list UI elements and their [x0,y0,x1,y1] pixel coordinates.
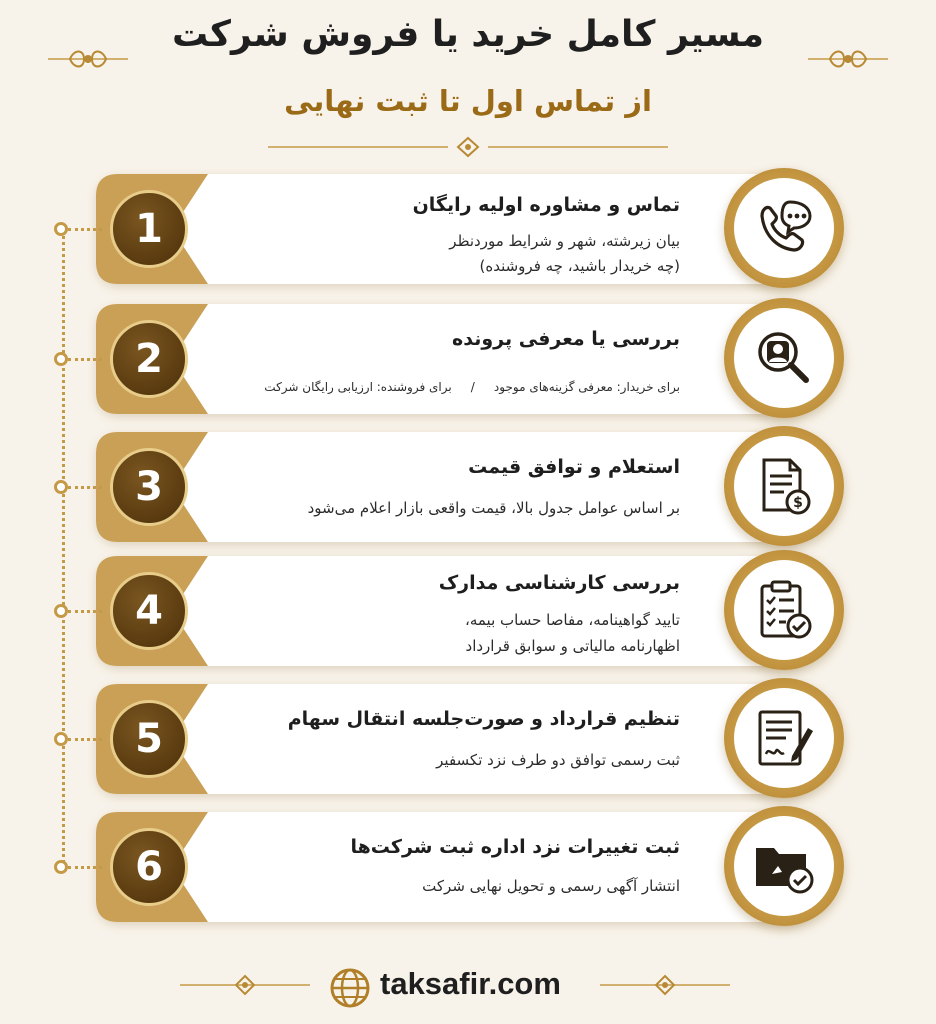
timeline-line [62,229,65,869]
step-body-5 [210,684,680,794]
website-link[interactable]: taksafir.com [380,966,561,1001]
step-description: بیان زیرشته، شهر و شرایط موردنظر [449,232,680,250]
timeline-connector [68,738,102,741]
step-tab-4 [96,556,208,666]
timeline-dot [54,732,68,746]
step-title: بررسی یا معرفی پرونده [452,328,680,350]
step-tab-3 [96,432,208,542]
step-description: (چه خریدار باشید، چه فروشنده) [479,257,680,275]
step-number: 3 [110,448,188,526]
globe-icon [330,968,370,1008]
step-icon-badge [724,806,844,926]
page-subtitle: از تماس اول تا ثبت نهایی [284,84,652,118]
ornament-left-icon [48,44,128,74]
timeline-connector [68,358,102,361]
timeline-dot [54,480,68,494]
step-number: 6 [110,828,188,906]
step-tab-1 [96,174,208,284]
contract-sign-icon [752,706,816,770]
timeline-connector [68,610,102,613]
step-body-6 [210,812,680,922]
step-tab-5 [96,684,208,794]
step-description-row [264,376,680,395]
svg-text:$: $ [793,495,803,511]
step-description: ثبت رسمی توافق دو طرف نزد تکسفیر [436,751,680,769]
invoice-dollar-icon [752,454,816,518]
step-body-4 [210,556,680,666]
timeline-dot [54,860,68,874]
step-body-2 [210,304,680,414]
step-title: استعلام و توافق قیمت [468,456,680,478]
timeline-dot [54,352,68,366]
step-number: 5 [110,700,188,778]
timeline-connector [68,486,102,489]
step-description: اظهارنامه مالیاتی و سوابق قرارداد [465,637,680,655]
seller-description: برای فروشنده: ارزیابی رایگان شرکت [264,380,452,394]
step-number: 4 [110,572,188,650]
step-icon-badge [724,298,844,418]
folder-check-icon [752,834,816,898]
step-body-3 [210,432,680,542]
step-icon-badge [724,426,844,546]
buyer-description: برای خریدار: معرفی گزینه‌های موجود [493,380,680,394]
ornament-right-icon [808,44,888,74]
step-description: تایید گواهینامه، مفاصا حساب بیمه، [464,611,680,629]
step-title: بررسی کارشناسی مدارک [438,572,680,594]
timeline-dot [54,222,68,236]
footer-ornament-left-icon [180,973,310,997]
divider-ornament-icon [268,136,668,158]
step-tab-2 [96,304,208,414]
phone-chat-icon [752,196,816,260]
step-title: تماس و مشاوره اولیه رایگان [412,194,680,216]
step-description: انتشار آگهی رسمی و تحویل نهایی شرکت [422,877,680,895]
step-number: 2 [110,320,188,398]
description-separator: / [470,380,475,394]
step-icon-badge [724,168,844,288]
step-title: ثبت تغییرات نزد اداره ثبت شرکت‌ها [350,836,680,858]
step-body-1 [210,174,680,284]
timeline-dot [54,604,68,618]
step-number: 1 [110,190,188,268]
step-tab-6 [96,812,208,922]
step-icon-badge [724,678,844,798]
clipboard-check-icon [752,578,816,642]
timeline-connector [68,228,102,231]
user-search-icon [752,326,816,390]
step-icon-badge [724,550,844,670]
page-title: مسیر کامل خرید یا فروش شرکت [171,14,765,55]
step-description: بر اساس عوامل جدول بالا، قیمت واقعی بازار اعلام می‌شود [307,499,680,517]
footer-ornament-right-icon [600,973,730,997]
step-title: تنظیم قرارداد و صورت‌جلسه انتقال سهام [287,708,680,730]
timeline-connector [68,866,102,869]
